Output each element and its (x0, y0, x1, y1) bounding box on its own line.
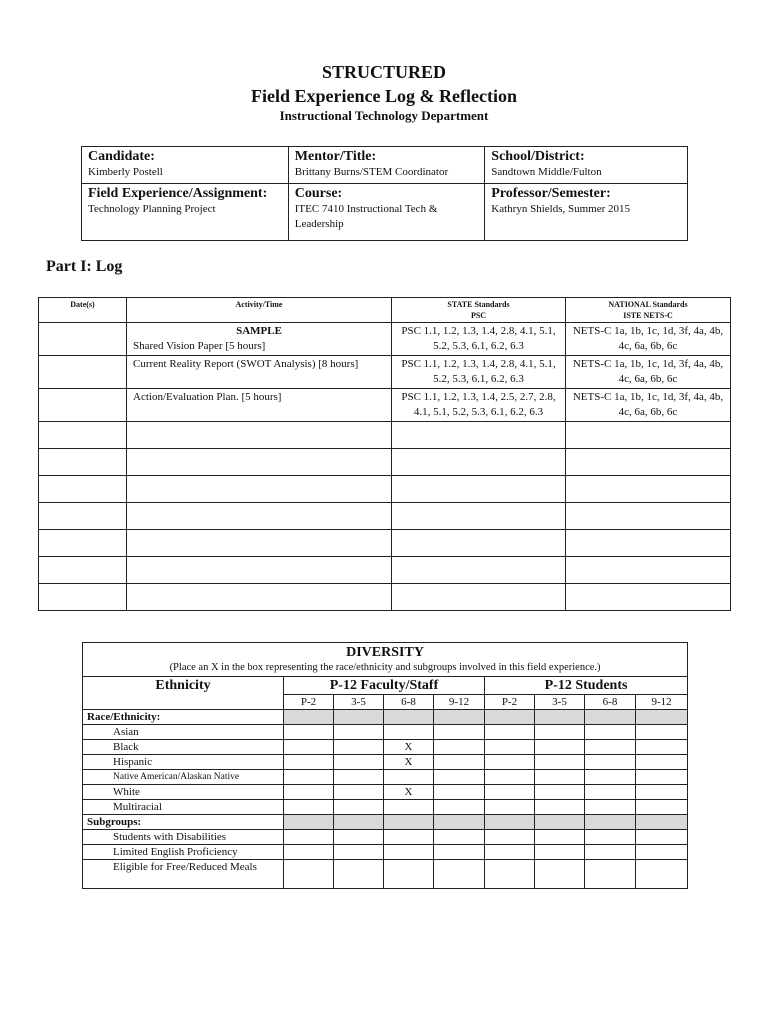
assignment-value: Technology Planning Project (88, 203, 216, 215)
shaded-cell (384, 710, 434, 725)
check-cell[interactable] (636, 830, 688, 845)
grade-header: 6-8 (585, 695, 636, 710)
shaded-cell (535, 815, 585, 830)
check-cell[interactable] (434, 785, 485, 800)
check-cell[interactable] (585, 785, 636, 800)
check-cell[interactable] (434, 770, 485, 785)
empty-cell[interactable] (392, 557, 566, 584)
doc-title-main: Field Experience Log & Reflection (251, 86, 517, 106)
professor-label: Professor/Semester: (491, 186, 611, 201)
log-national-cell: NETS-C 1a, 1b, 1c, 1d, 3f, 4a, 4b, 4c, 6a, 6b, 6c (566, 323, 731, 356)
subgroup-label: Limited English Proficiency (83, 845, 284, 860)
check-cell[interactable] (485, 785, 535, 800)
empty-cell[interactable] (39, 422, 127, 449)
race-label: Black (83, 740, 284, 755)
check-cell[interactable] (535, 785, 585, 800)
race-label: White (83, 785, 284, 800)
shaded-cell (585, 815, 636, 830)
race-row-multiracial (83, 800, 688, 815)
faculty-staff-header: P-12 Faculty/Staff (284, 677, 485, 695)
check-cell[interactable] (384, 800, 434, 815)
empty-cell[interactable] (127, 422, 392, 449)
diversity-table (82, 642, 688, 889)
check-cell[interactable] (384, 725, 434, 740)
empty-cell[interactable] (39, 530, 127, 557)
shaded-cell (384, 815, 434, 830)
log-header-row (39, 298, 731, 323)
ethnicity-header: Ethnicity (83, 677, 284, 710)
log-empty-row (39, 530, 731, 557)
check-cell[interactable] (636, 785, 688, 800)
empty-cell[interactable] (566, 557, 731, 584)
race-row-hispanic (83, 755, 688, 770)
race-label: Multiracial (83, 800, 284, 815)
check-cell[interactable] (434, 740, 485, 755)
grade-header: 3-5 (334, 695, 384, 710)
empty-cell[interactable] (127, 557, 392, 584)
national-header-line1: NATIONAL Standards (608, 300, 688, 309)
check-cell[interactable] (485, 845, 535, 860)
check-cell[interactable] (535, 800, 585, 815)
log-empty-row (39, 476, 731, 503)
subgroup-label: Students with Disabilities (83, 830, 284, 845)
check-cell[interactable] (284, 860, 334, 889)
log-date-cell (39, 323, 127, 356)
course-label: Course: (294, 186, 343, 201)
grade-header: 9-12 (434, 695, 485, 710)
check-cell-marked[interactable]: X (384, 785, 434, 800)
log-empty-row (39, 449, 731, 476)
check-cell[interactable] (434, 800, 485, 815)
check-cell[interactable] (384, 830, 434, 845)
assignment-label: Field Experience/Assignment: (88, 186, 268, 201)
check-cell[interactable] (485, 725, 535, 740)
empty-cell[interactable] (392, 584, 566, 611)
check-cell[interactable] (535, 740, 585, 755)
check-cell[interactable] (535, 770, 585, 785)
shaded-cell (284, 710, 334, 725)
log-state-cell: PSC 1.1, 1.2, 1.3, 1.4, 2.8, 4.1, 5.1, 5.2, 5.3, 6.1, 6.2, 6.3 (392, 356, 566, 389)
mentor-label: Mentor/Title: (294, 149, 377, 164)
shaded-cell (434, 815, 485, 830)
candidate-label: Candidate: (88, 149, 155, 164)
race-row-asian (83, 725, 688, 740)
check-cell-marked[interactable]: X (384, 740, 434, 755)
race-row-white (83, 785, 688, 800)
check-cell[interactable] (485, 830, 535, 845)
check-cell[interactable] (585, 740, 636, 755)
check-cell[interactable] (284, 725, 334, 740)
log-activity-cell (127, 323, 392, 356)
check-cell[interactable] (434, 860, 485, 889)
check-cell[interactable] (434, 845, 485, 860)
race-label: Hispanic (83, 755, 284, 770)
sample-label: SAMPLE (236, 325, 282, 337)
empty-cell[interactable] (39, 503, 127, 530)
part1-heading: Part I: Log (46, 258, 123, 275)
subgroup-row-disabilities (83, 830, 688, 845)
check-cell[interactable] (585, 830, 636, 845)
empty-cell[interactable] (39, 557, 127, 584)
candidate-value: Kimberly Postell (88, 166, 163, 178)
log-empty-row (39, 557, 731, 584)
check-cell[interactable] (585, 845, 636, 860)
log-empty-row (39, 422, 731, 449)
shaded-cell (636, 815, 688, 830)
doc-subtitle-department: Instructional Technology Department (279, 108, 489, 123)
check-cell[interactable] (636, 860, 688, 889)
subgroups-section-row (83, 815, 688, 830)
shaded-cell (485, 815, 535, 830)
shaded-cell (334, 710, 384, 725)
subgroup-row-lep (83, 845, 688, 860)
log-empty-row (39, 584, 731, 611)
doc-title-structured: STRUCTURED (321, 62, 447, 82)
empty-cell[interactable] (127, 584, 392, 611)
mentor-cell (288, 147, 485, 184)
race-label: Native American/Alaskan Native (83, 770, 284, 785)
check-cell[interactable] (535, 830, 585, 845)
empty-cell[interactable] (392, 422, 566, 449)
empty-cell[interactable] (566, 449, 731, 476)
shaded-cell (585, 710, 636, 725)
grade-header: P-2 (485, 695, 535, 710)
check-cell[interactable] (384, 860, 434, 889)
log-row (39, 356, 731, 389)
students-header: P-12 Students (485, 677, 688, 695)
log-row (39, 389, 731, 422)
race-section-label: Race/Ethnicity: (83, 710, 284, 725)
check-cell[interactable] (334, 830, 384, 845)
check-cell[interactable] (284, 785, 334, 800)
course-value: ITEC 7410 Instructional Tech & Leadership (294, 203, 438, 230)
shaded-cell (284, 815, 334, 830)
check-cell[interactable] (485, 755, 535, 770)
check-cell[interactable] (485, 740, 535, 755)
check-cell[interactable] (434, 755, 485, 770)
log-activity-cell: Action/Evaluation Plan. [5 hours] (127, 389, 392, 422)
professor-value: Kathryn Shields, Summer 2015 (491, 203, 631, 215)
empty-cell[interactable] (127, 476, 392, 503)
check-cell[interactable] (535, 860, 585, 889)
empty-cell[interactable] (392, 530, 566, 557)
check-cell[interactable] (334, 845, 384, 860)
empty-cell[interactable] (566, 530, 731, 557)
check-cell[interactable] (334, 755, 384, 770)
diversity-title: DIVERSITY (346, 645, 424, 660)
check-cell[interactable] (636, 800, 688, 815)
check-cell[interactable] (434, 725, 485, 740)
state-header-line1: STATE Standards (447, 300, 510, 309)
empty-cell[interactable] (566, 476, 731, 503)
check-cell[interactable] (384, 770, 434, 785)
check-cell[interactable] (485, 800, 535, 815)
check-cell[interactable] (284, 845, 334, 860)
professor-cell (485, 184, 688, 241)
empty-cell[interactable] (566, 503, 731, 530)
race-row-native-american (83, 770, 688, 785)
log-date-cell (39, 389, 127, 422)
log-national-cell: NETS-C 1a, 1b, 1c, 1d, 3f, 4a, 4b, 4c, 6a, 6b, 6c (566, 356, 731, 389)
check-cell[interactable] (284, 800, 334, 815)
check-cell[interactable] (334, 785, 384, 800)
empty-cell[interactable] (392, 449, 566, 476)
empty-cell[interactable] (39, 584, 127, 611)
diversity-instructions: (Place an X in the box representing the race/ethnicity and subgroups involved in this field experience.) (169, 662, 601, 673)
check-cell[interactable] (434, 830, 485, 845)
subgroup-row-free-reduced (83, 860, 688, 889)
national-standards-header (566, 298, 731, 323)
check-cell[interactable] (284, 830, 334, 845)
check-cell[interactable] (485, 770, 535, 785)
check-cell[interactable] (585, 770, 636, 785)
log-date-cell (39, 356, 127, 389)
check-cell[interactable] (535, 725, 585, 740)
log-state-cell: PSC 1.1, 1.2, 1.3, 1.4, 2.8, 4.1, 5.1, 5.2, 5.3, 6.1, 6.2, 6.3 (392, 323, 566, 356)
log-activity-text: Shared Vision Paper [5 hours] (133, 340, 266, 352)
race-row-black (83, 740, 688, 755)
empty-cell[interactable] (392, 503, 566, 530)
log-row (39, 323, 731, 356)
log-table (38, 297, 731, 611)
school-label: School/District: (491, 149, 585, 164)
log-national-cell: NETS-C 1a, 1b, 1c, 1d, 3f, 4a, 4b, 4c, 6a, 6b, 6c (566, 389, 731, 422)
check-cell[interactable] (585, 755, 636, 770)
empty-cell[interactable] (127, 503, 392, 530)
activity-header: Activity/Time (127, 298, 392, 323)
mentor-value: Brittany Burns/STEM Coordinator (294, 166, 449, 178)
empty-cell[interactable] (566, 422, 731, 449)
assignment-cell (82, 184, 289, 241)
check-cell[interactable] (334, 770, 384, 785)
shaded-cell (535, 710, 585, 725)
check-cell[interactable] (485, 860, 535, 889)
check-cell[interactable] (384, 845, 434, 860)
empty-cell[interactable] (566, 584, 731, 611)
grade-header: P-2 (284, 695, 334, 710)
school-cell (485, 147, 688, 184)
diversity-title-cell (83, 643, 688, 677)
check-cell[interactable] (334, 800, 384, 815)
shaded-cell (636, 710, 688, 725)
dates-header: Date(s) (39, 298, 127, 323)
check-cell[interactable] (334, 860, 384, 889)
log-state-cell: PSC 1.1, 1.2, 1.3, 1.4, 2.5, 2.7, 2.8, 4.1, 5.1, 5.2, 5.3, 6.1, 6.2, 6.3 (392, 389, 566, 422)
log-activity-cell: Current Reality Report (SWOT Analysis) [8 hours] (127, 356, 392, 389)
check-cell[interactable] (636, 770, 688, 785)
check-cell[interactable] (636, 725, 688, 740)
check-cell[interactable] (585, 860, 636, 889)
shaded-cell (485, 710, 535, 725)
check-cell[interactable] (535, 845, 585, 860)
candidate-cell (82, 147, 289, 184)
course-cell (288, 184, 485, 241)
check-cell[interactable] (585, 800, 636, 815)
race-section-row (83, 710, 688, 725)
school-value: Sandtown Middle/Fulton (491, 166, 602, 178)
check-cell[interactable] (334, 725, 384, 740)
shaded-cell (434, 710, 485, 725)
state-header-line2: PSC (470, 311, 487, 320)
check-cell[interactable] (334, 740, 384, 755)
check-cell[interactable] (636, 740, 688, 755)
empty-cell[interactable] (392, 476, 566, 503)
check-cell-marked[interactable]: X (384, 755, 434, 770)
empty-cell[interactable] (39, 449, 127, 476)
state-standards-header (392, 298, 566, 323)
empty-cell[interactable] (39, 476, 127, 503)
check-cell[interactable] (284, 755, 334, 770)
log-empty-row (39, 503, 731, 530)
check-cell[interactable] (284, 770, 334, 785)
grade-header: 3-5 (535, 695, 585, 710)
subgroup-label: Eligible for Free/Reduced Meals (83, 860, 284, 889)
subgroups-section-label: Subgroups: (83, 815, 284, 830)
candidate-info-table (81, 146, 688, 241)
empty-cell[interactable] (127, 530, 392, 557)
check-cell[interactable] (636, 845, 688, 860)
check-cell[interactable] (284, 740, 334, 755)
check-cell[interactable] (636, 755, 688, 770)
grade-header: 9-12 (636, 695, 688, 710)
shaded-cell (334, 815, 384, 830)
check-cell[interactable] (535, 755, 585, 770)
empty-cell[interactable] (127, 449, 392, 476)
check-cell[interactable] (585, 725, 636, 740)
national-header-line2: ISTE NETS-C (623, 311, 673, 320)
race-label: Asian (83, 725, 284, 740)
grade-header: 6-8 (384, 695, 434, 710)
